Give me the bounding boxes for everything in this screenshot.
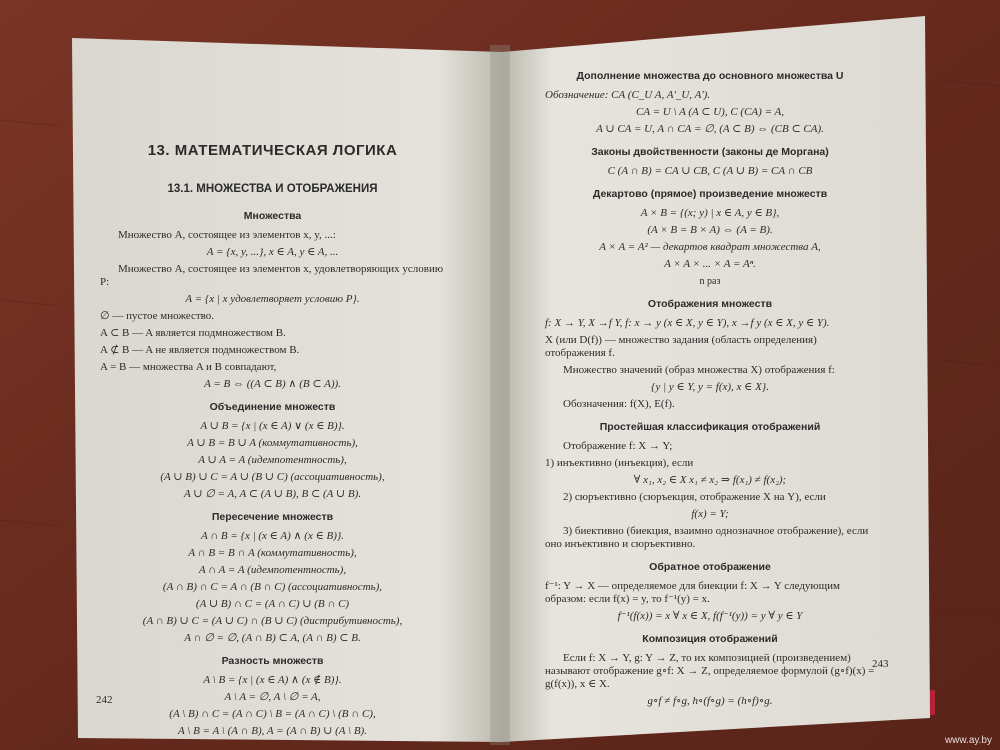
mappings-formula-4: {y | y ∈ Y, y = f(x), x ∈ X}. (651, 381, 769, 393)
union-formula-2: A ∪ B = B ∪ A (коммутативность), (187, 437, 358, 449)
mappings-formula-3: Множество значений (образ множества X) отображения f: (563, 364, 835, 376)
mappings-formula-1: f: X → Y, X →f Y, f: x → y (x ∈ X, y ∈ Y), x →f y (x ∈ X, y ∈ Y). (545, 317, 830, 329)
sets-line-1: Множество A, состоящее из элементов x, y, ...: (118, 229, 336, 241)
classification-line-3: ∀ x₁, x₂ ∈ X x₁ ≠ x₂ ⇒ f(x₁) ≠ f(x₂); (633, 474, 787, 486)
mappings-formula-2: X (или D(f)) — множество задания (область определения) отображения f. (545, 334, 817, 359)
complement-formula-3: A ∪ CA = U, A ∩ CA = ∅, (A ⊂ B) ⇔ (CB ⊂ CA). (596, 123, 824, 135)
chapter-title: 13. МАТЕМАТИЧЕСКАЯ ЛОГИКА (147, 142, 398, 159)
intersection-formula-5-text: (A ∪ B) ∩ C = (A ∩ C) ∪ (B ∩ C) (195, 598, 350, 610)
sets-formula-1: A = {x, y, ...}, x ∈ A, y ∈ A, ... (206, 246, 339, 258)
intersection-formula-1: A ∩ B = {x | (x ∈ A) ∧ (x ∈ B)}. (200, 530, 345, 542)
difference-formula-1: A \ B = {x | (x ∈ A) ∧ (x ∉ B)}. (203, 674, 342, 686)
intersection-formula-5 (100, 598, 445, 611)
union-formula-5: A ∪ ∅ = A, A ⊂ (A ∪ B), B ⊂ (A ∪ B). (183, 488, 362, 500)
mappings-formula-5: Обозначения: f(X), E(f). (563, 398, 675, 410)
cartesian-formula-1: A × B = {(x; y) | x ∈ A, y ∈ B}, (640, 207, 780, 219)
classification-line-4: 2) сюръективно (сюръекция, отображение X на Y), если (563, 491, 826, 503)
difference-formula-2: A \ A = ∅, A \ ∅ = A, (224, 691, 321, 703)
left-page-content (100, 130, 445, 742)
complement-heading: Дополнение множества до основного множества U (576, 70, 844, 82)
intersection-formula-2: A ∩ B = B ∩ A (коммутативность), (188, 547, 357, 559)
classification-line-6: 3) биективно (биекция, взаимно однозначное отображение), если оно инъективно и сюръективно. (545, 525, 869, 550)
right-page-content (545, 60, 875, 712)
union-formula-3: A ∪ A = A (идемпотентность), (198, 454, 347, 466)
cartesian-formula-4: A × A × ... × A = Aⁿ. (664, 258, 756, 270)
intersection-formula-7: A ∩ ∅ = ∅, (A ∩ B) ⊂ A, (A ∩ B) ⊂ B. (184, 632, 361, 644)
complement-formula-2: CA = U \ A (A ⊂ U), C (CA) = A, (635, 106, 785, 118)
difference-formula-4: A \ B = A \ (A ∩ B), A = (A ∩ B) ∪ (A \ B). (178, 725, 367, 737)
inverse-line-1: f⁻¹: Y → X — определяемое для биекции f: X → Y следующим образом: если f(x) = y, то f⁻¹(y) = x. (545, 580, 840, 605)
sets-def-4: A = B — множества A и B совпадают, (100, 361, 277, 373)
cartesian-heading: Декартово (прямое) произведение множеств (592, 188, 828, 200)
sets-def-3: A ⊄ B — A не является подмножеством B. (100, 344, 300, 356)
classification-heading: Простейшая классификация отображений (599, 421, 821, 433)
duality-heading: Законы двойственности (законы де Моргана) (591, 146, 829, 158)
intersection-formula-3: A ∩ A = A (идемпотентность), (198, 564, 347, 576)
inverse-heading: Обратное отображение (649, 561, 771, 573)
composition-line-1: Если f: X → Y, g: Y → Z, то их композицией (произведением) называют отображение g∘f: X → Z, определяемое формулой (g∘f)(x) = g(f(x)), x ∈ X. (545, 652, 875, 690)
duality-formula-1: C (A ∩ B) = CA ∪ CB, C (A ∪ B) = CA ∩ CB (607, 165, 813, 177)
sets-formula-2: A = {x | x удовлетворяет условию P}. (185, 293, 360, 305)
difference-heading: Разность множеств (221, 655, 324, 667)
classification-line-5: f(x) = Y; (691, 508, 729, 520)
section-title: 13.1. МНОЖЕСТВА И ОТОБРАЖЕНИЯ (167, 183, 378, 195)
sets-line-2: Множество A, состоящее из элементов x, удовлетворяющих условию P: (100, 263, 444, 288)
union-formula-1: A ∪ B = {x | (x ∈ A) ∨ (x ∈ B)}. (200, 420, 345, 432)
union-formula-4: (A ∪ B) ∪ C = A ∪ (B ∪ C) (ассоциативность), (160, 471, 385, 483)
page-number-right: 243 (872, 658, 889, 670)
composition-line-2: g∘f ≠ f∘g, h∘(f∘g) = (h∘f)∘g. (647, 695, 773, 707)
intersection-heading: Пересечение множеств (211, 511, 334, 523)
inverse-line-2: f⁻¹(f(x)) = x ∀ x ∈ X, f(f⁻¹(y)) = y ∀ y ∈ Y (617, 610, 803, 622)
complement-formula-1: Обозначение: CA (C_U A, A'_U, A'). (545, 89, 711, 101)
intersection-formula-4: (A ∩ B) ∩ C = A ∩ (B ∩ C) (ассоциативность), (162, 581, 383, 593)
sets-formula-3: A = B ⇔ ((A ⊂ B) ∧ (B ⊂ A)). (204, 378, 341, 390)
union-heading: Объединение множеств (209, 401, 336, 413)
difference-formula-3: (A \ B) ∩ C = (A ∩ C) \ B = (A ∩ C) \ (B ∩ C), (169, 708, 376, 720)
intersection-formula-6-text: (A ∩ B) ∪ C = (A ∪ C) ∩ (B ∪ C) (142, 615, 298, 627)
cartesian-n-times: n раз (699, 276, 721, 287)
page-number-left: 242 (96, 694, 113, 706)
intersection-formula-6 (100, 615, 445, 628)
classification-line-2: 1) инъективно (инъекция), если (545, 457, 694, 469)
sets-def-2: A ⊂ B — A является подмножеством B. (100, 327, 286, 339)
cartesian-formula-3: A × A = A² — декартов квадрат множества A, (599, 241, 821, 253)
right-page (500, 0, 1000, 750)
mappings-heading: Отображения множеств (647, 298, 773, 310)
watermark: www.ay.by (944, 735, 992, 746)
cartesian-formula-2: (A × B = B × A) ⇔ (A = B). (647, 224, 773, 236)
sets-heading: Множества (243, 210, 302, 222)
composition-heading: Композиция отображений (642, 633, 778, 645)
distributivity-label: (дистрибутивность), (299, 615, 403, 627)
classification-line-1: Отображение f: X → Y; (563, 440, 673, 452)
sets-def-1: ∅ — пустое множество. (100, 310, 215, 322)
